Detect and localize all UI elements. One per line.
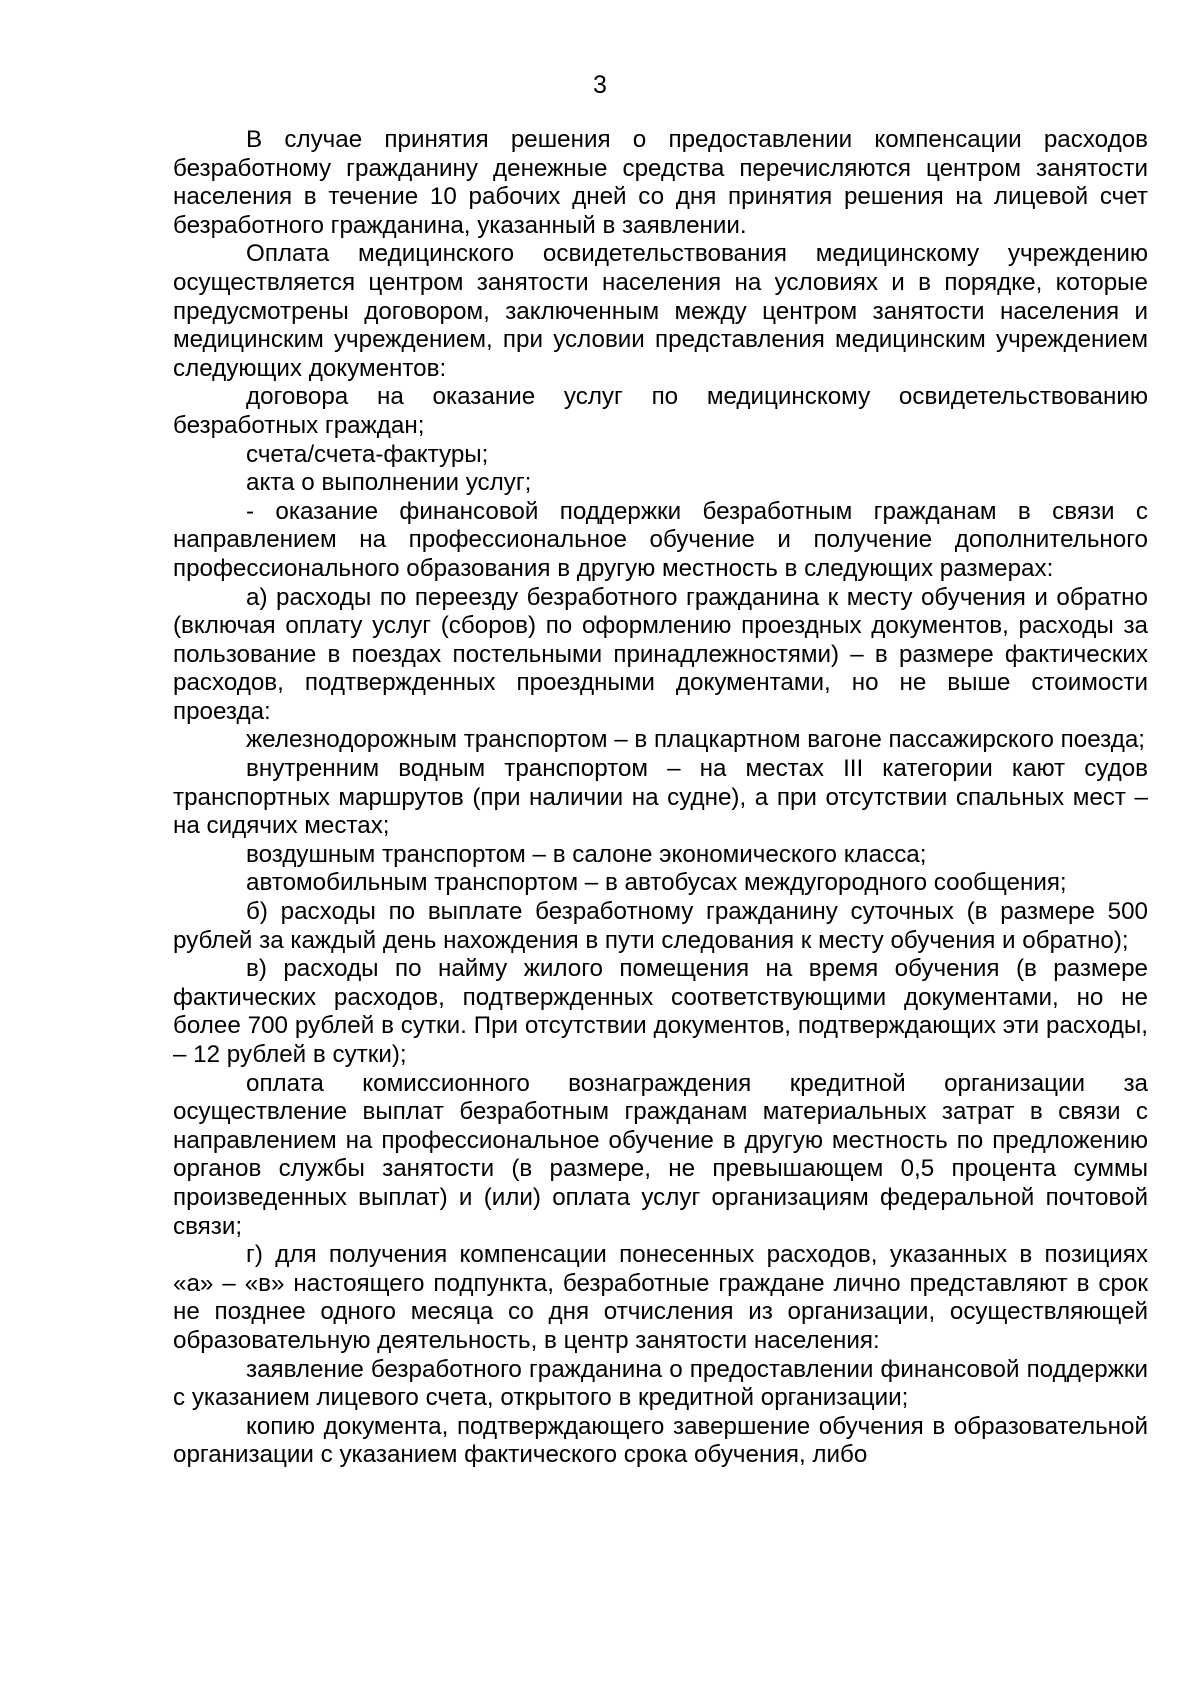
paragraph: г) для получения компенсации понесенных расходов, указанных в позициях «а» – «в» настоящего подпункта, безработные граждане лично представляют в срок не позднее одного месяца со дня отчисления из организации, осуществляющей образовательную деятельность, в центр занятости населения:: [173, 1241, 1148, 1354]
paragraph: В случае принятия решения о предоставлении компенсации расходов безработному гражданину денежные средства перечисляются центром занятости населения в течение 10 рабочих дней со дня принятия решения на лицевой счет безработного гражданина, указанный в заявлении.: [173, 126, 1148, 239]
paragraph: заявление безработного гражданина о предоставлении финансовой поддержки с указанием лицевого счета, открытого в кредитной организации;: [173, 1355, 1148, 1412]
document-body: [173, 126, 1148, 1470]
paragraph: железнодорожным транспортом – в плацкартном вагоне пассажирского поезда;: [246, 726, 1145, 754]
paragraph: акта о выполнении услуг;: [246, 469, 532, 497]
paragraph: оплата комиссионного вознаграждения кредитной организации за осуществление выплат безработным гражданам материальных затрат в связи с направлением на профессиональное обучение в другую местность по предложению органов службы занятости (в размере, не превышающем 0,5 процента суммы произведенных выплат) и (или) оплата услуг организациям федеральной почтовой связи;: [173, 1069, 1148, 1240]
page-number: 3: [593, 71, 607, 99]
paragraph: в) расходы по найму жилого помещения на время обучения (в размере фактических расходов, подтвержденных соответствующими документами, но не более 700 рублей в сутки. При отсутствии документов, подтверждающих эти расходы, – 12 рублей в сутки);: [173, 955, 1148, 1068]
paragraph: копию документа, подтверждающего завершение обучения в образовательной организации с указанием фактического срока обучения, либо: [173, 1412, 1148, 1469]
paragraph: б) расходы по выплате безработному гражданину суточных (в размере 500 рублей за каждый день нахождения в пути следования к месту обучения и обратно);: [173, 898, 1148, 954]
paragraph: Оплата медицинского освидетельствования медицинскому учреждению осуществляется центром занятости населения на условиях и в порядке, которые предусмотрены договором, заключенным между центром занятости населения и медицинским учреждением, при условии представления медицинским учреждением следующих документов:: [173, 240, 1148, 382]
paragraph: договора на оказание услуг по медицинскому освидетельствованию безработных граждан;: [173, 383, 1148, 439]
paragraph: внутренним водным транспортом – на местах III категории кают судов транспортных маршрутов (при наличии на судне), а при отсутствии спальных мест – на сидячих местах;: [173, 755, 1148, 840]
paragraph: - оказание финансовой поддержки безработным гражданам в связи с направлением на профессиональное обучение и получение дополнительного профессионального образования в другую местность в следующих размерах:: [173, 497, 1148, 582]
paragraph: а) расходы по переезду безработного гражданина к месту обучения и обратно (включая оплату услуг (сборов) по оформлению проездных документов, расходы за пользование в поездах постельными принадлежностями) – в размере фактических расходов, подтвержденных проездными документами, но не выше стоимости проезда:: [173, 583, 1148, 725]
paragraph: автомобильным транспортом – в автобусах междугородного сообщения;: [246, 869, 1067, 897]
paragraph: воздушным транспортом – в салоне экономического класса;: [246, 840, 927, 868]
paragraph: счета/счета-фактуры;: [246, 440, 489, 468]
